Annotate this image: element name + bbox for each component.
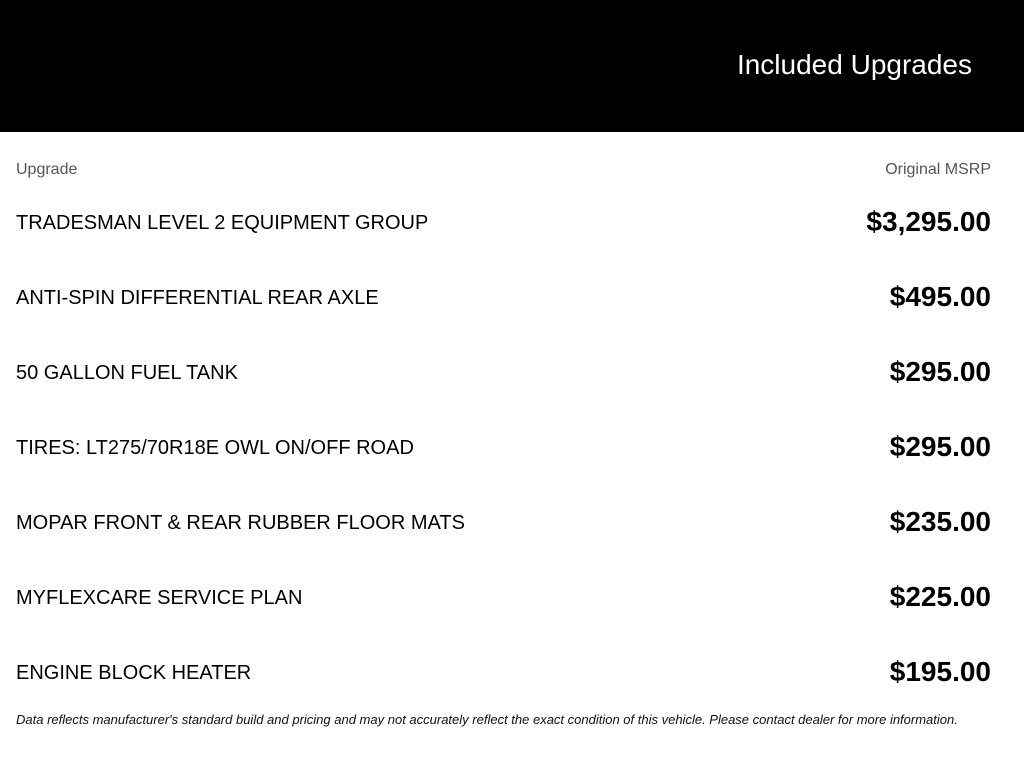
disclaimer-text: Data reflects manufacturer's standard build and pricing and may not accurately reflect the exact condition of this vehicle. Please contact dealer for more information. — [16, 712, 958, 727]
upgrade-price: $235.00 — [889, 506, 991, 537]
page-title: Included Upgrades — [736, 49, 972, 80]
column-header-msrp: Original MSRP — [885, 161, 991, 178]
table-row — [16, 272, 991, 347]
upgrade-name: TIRES: LT275/70R18E OWL ON/OFF ROAD — [16, 437, 414, 459]
upgrade-price: $295.00 — [889, 356, 991, 387]
header-banner — [0, 0, 1024, 132]
table-row — [16, 647, 991, 722]
table-row — [16, 197, 991, 272]
table-row — [16, 572, 991, 647]
upgrade-name: MOPAR FRONT & REAR RUBBER FLOOR MATS — [16, 512, 465, 534]
upgrade-name: ENGINE BLOCK HEATER — [16, 662, 252, 684]
table-row — [16, 497, 991, 572]
table-row — [16, 422, 991, 497]
upgrades-table — [16, 197, 991, 722]
upgrade-price: $225.00 — [889, 581, 991, 612]
upgrade-price: $195.00 — [889, 656, 991, 687]
upgrade-price: $495.00 — [889, 281, 991, 312]
upgrade-name: TRADESMAN LEVEL 2 EQUIPMENT GROUP — [16, 212, 429, 234]
upgrade-price: $3,295.00 — [866, 206, 991, 237]
table-row — [16, 347, 991, 422]
upgrade-name: 50 GALLON FUEL TANK — [16, 362, 238, 384]
upgrade-name: MYFLEXCARE SERVICE PLAN — [16, 587, 303, 609]
upgrade-price: $295.00 — [889, 431, 991, 462]
column-header-upgrade: Upgrade — [16, 161, 78, 178]
upgrade-name: ANTI-SPIN DIFFERENTIAL REAR AXLE — [16, 287, 379, 309]
